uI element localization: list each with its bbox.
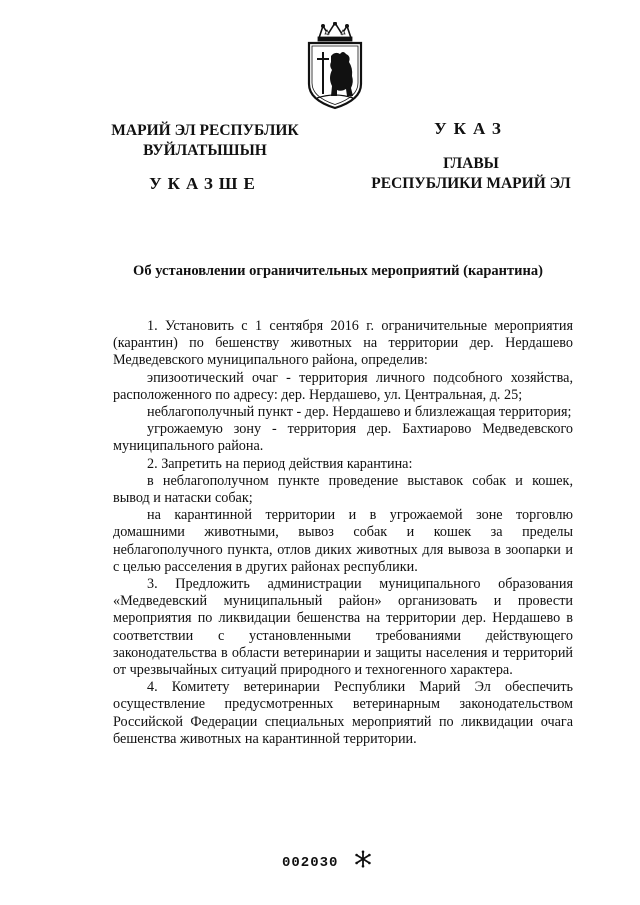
paragraph: на карантинной территории и в угрожаемой зоне торговлю домашними животными, вывоз собак и кошек за пределы неблагополучного пункта, отлов диких животных для вывоза в зоопарки и с целью расселения в других районах республики. [113, 507, 573, 575]
paragraph: угрожаемую зону - территория дер. Бахтиарово Медведевского муниципального района. [113, 421, 573, 455]
document-title: Об установлении ограничительных мероприятий (карантина) [133, 263, 543, 279]
header-left-line-2: ВУЙЛАТЫШЫН [143, 142, 267, 159]
paragraph: неблагополучный пункт - дер. Нердашево и близлежащая территория; [147, 404, 572, 421]
serial-number: 002030 [282, 855, 339, 871]
paragraph: 4. Комитету ветеринарии Республики Марий Эл обеспечить осуществление предусмотренных ветеринарным законодательством Российской Федерации специальных мероприятий по ликвидации очага бешенства животных на карантинной территории. [113, 679, 573, 747]
header-right-line-3: РЕСПУБЛИКИ МАРИЙ ЭЛ [371, 175, 571, 192]
document-body [113, 318, 573, 748]
header-right-line-2: ГЛАВЫ [443, 155, 499, 172]
paragraph: 1. Установить с 1 сентября 2016 г. ограничительные мероприятия (карантин) по бешенству животных на территории дер. Нердашево Медведевского муниципального района, определив: [113, 318, 573, 369]
coat-of-arms-icon [301, 22, 369, 110]
paragraph: в неблагополучном пункте проведение выставок собак и кошек, вывод и натаски собак; [113, 472, 573, 507]
snowflake-asterisk-icon [354, 850, 372, 868]
header-left-line-3: УКАЗШЕ [149, 174, 261, 193]
paragraph: 2. Запретить на период действия карантина: [147, 455, 413, 472]
paragraph: 3. Предложить администрации муниципального образования «Медведевский муниципальный район» организовать и провести мероприятия по ликвидации бешенства на территории дер. Нердашево в соответствии с установленными требованиями действующего законодательства в области ветеринарии и защиты населения и территорий от чрезвычайных ситуаций природного и техногенного характера. [113, 576, 573, 679]
header-right-line-1: УКАЗ [434, 119, 508, 138]
paragraph: эпизоотический очаг - территория личного подсобного хозяйства, расположенного по адресу: дер. Нердашево, ул. Центральная, д. 25; [113, 369, 573, 403]
header-left-line-1: МАРИЙ ЭЛ РЕСПУБЛИК [111, 122, 299, 139]
